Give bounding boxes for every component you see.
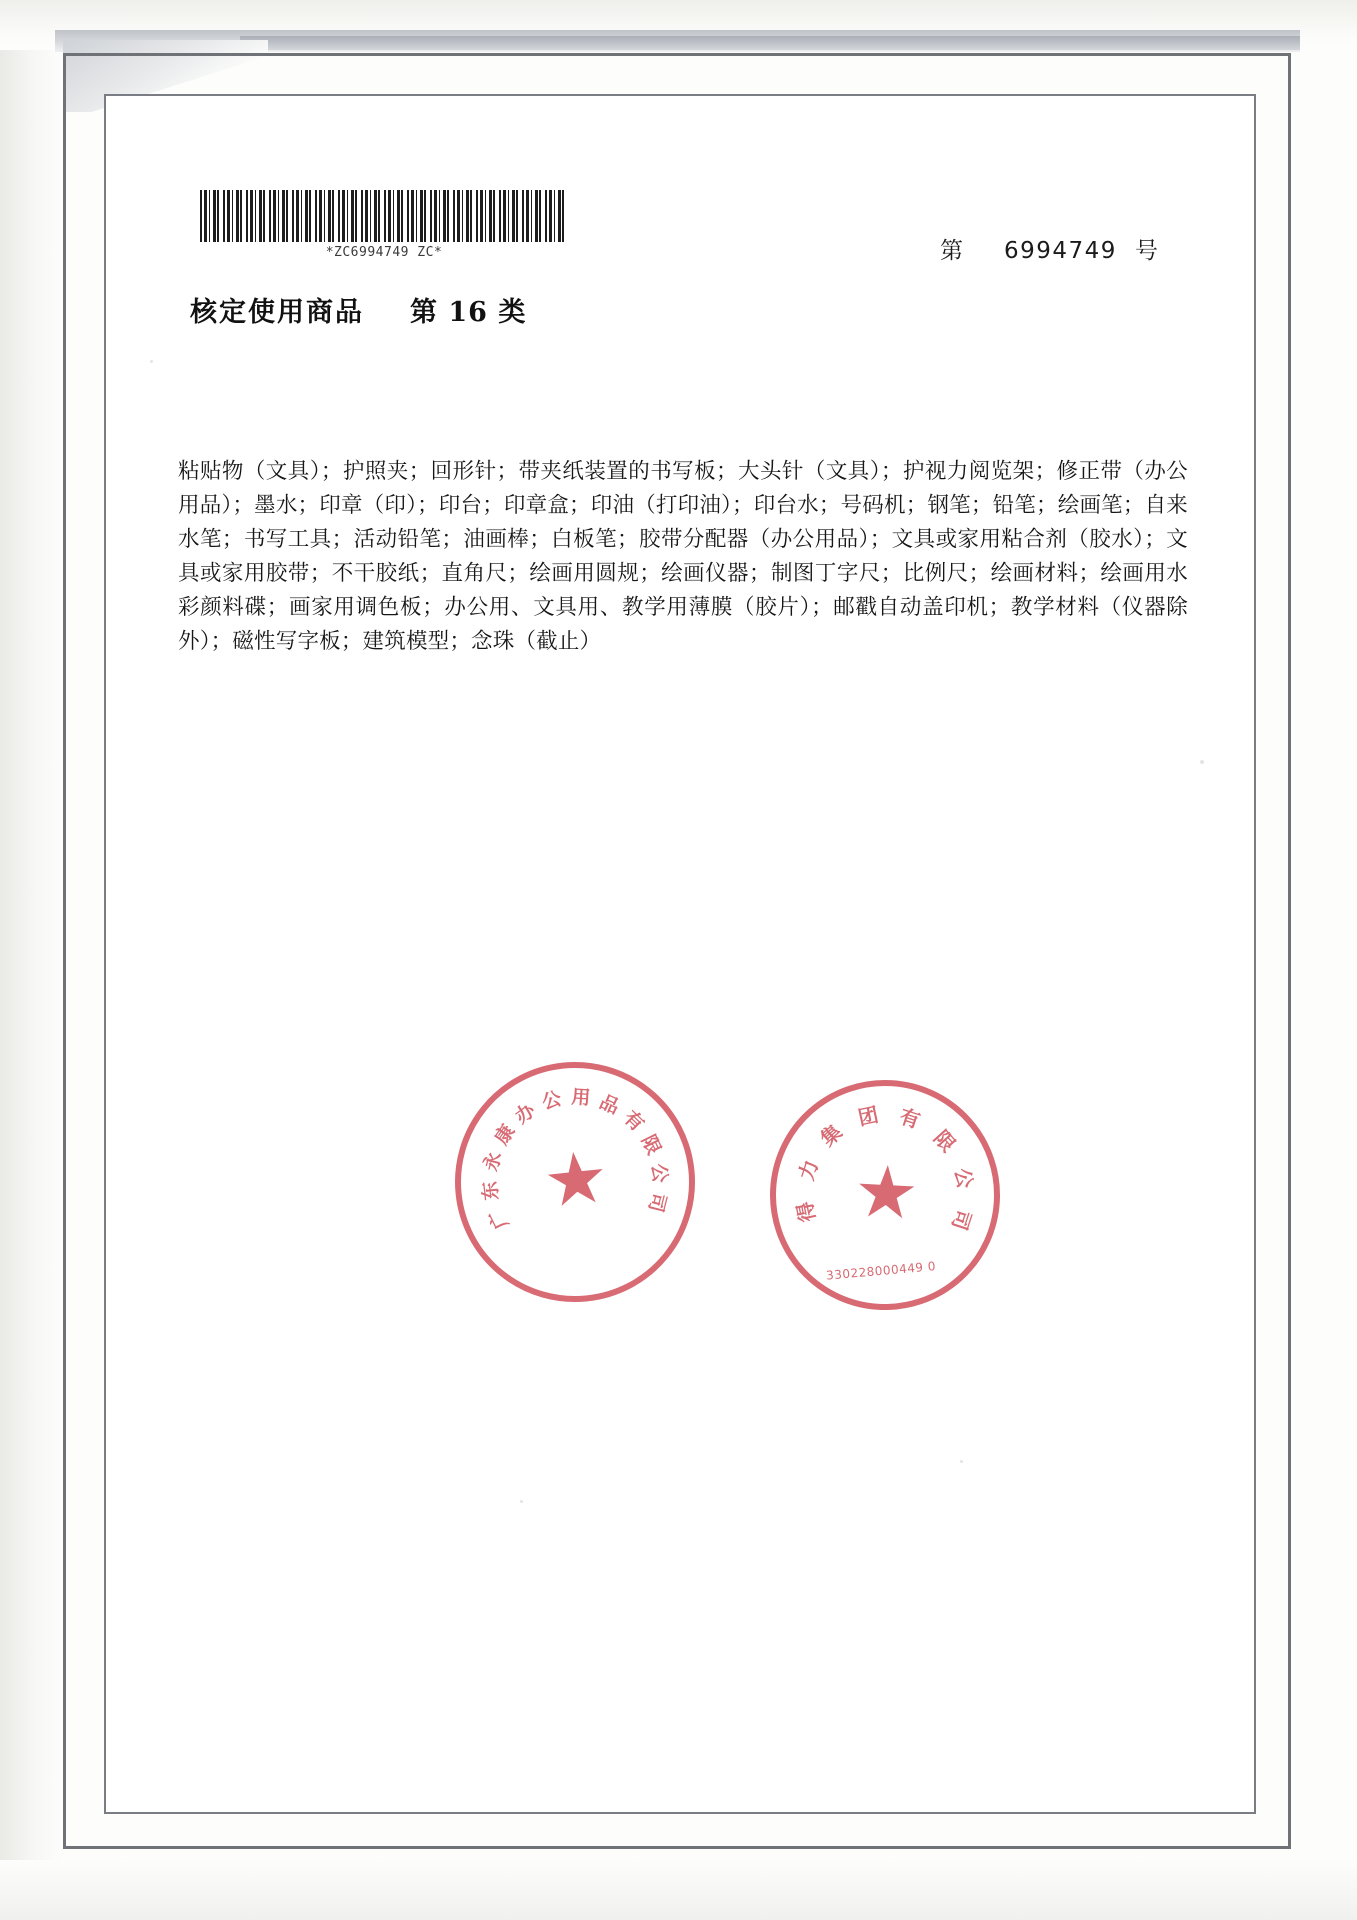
seal-right-ring-text: 得 力 集 团 有 限 公 司 xyxy=(792,1102,978,1234)
registration-number-line xyxy=(940,232,1159,265)
star-icon: ★ xyxy=(852,1148,921,1236)
barcode-icon xyxy=(200,190,568,242)
class-label: 第 16 类 xyxy=(410,297,527,328)
scanner-lid-band-dark xyxy=(240,36,1300,50)
seal-right xyxy=(764,1074,1006,1316)
registration-prefix-label: 第 xyxy=(940,238,964,264)
star-icon: ★ xyxy=(539,1133,613,1225)
seal-left-ring-text: 广 东 永 康 办 公 用 品 有 限 公 司 xyxy=(479,1086,671,1233)
scan-shadow-bottom xyxy=(0,1860,1357,1920)
seal-right-code: 330228000449 0 xyxy=(825,1259,937,1283)
scan-speck xyxy=(960,1460,963,1463)
barcode-value: *ZC6994749 ZC* xyxy=(325,245,443,260)
barcode-block xyxy=(200,190,570,260)
registration-suffix-label: 号 xyxy=(1134,238,1159,264)
scan-shadow-left xyxy=(0,0,62,1920)
page-title xyxy=(190,290,526,329)
scan-speck xyxy=(520,1500,523,1503)
registration-number: 6994749 xyxy=(1004,238,1117,264)
certificate-inner-border xyxy=(104,94,1256,1814)
scan-speck xyxy=(1200,760,1204,764)
seal-left xyxy=(443,1050,707,1314)
scan-speck xyxy=(150,360,153,363)
approved-goods-text: 粘贴物（文具）；护照夹；回形针；带夹纸装置的书写板；大头针（文具）；护视力阅览架；修正带（办公用品）；墨水；印章（印）；印台；印章盒；印油（打印油）；印台水；号码机；钢笔；铅笔；绘画笔；自来水笔；书写工具；活动铅笔；油画棒；白板笔；胶带分配器（办公用品）；文具或家用粘合剂（胶水）；文具或家用胶带；不干胶纸；直角尺；绘画用圆规；绘画仪器；制图丁字尺；比例尺；绘画材料；绘画用水彩颜料碟；画家用调色板；办公用、文具用、教学用薄膜（胶片）；邮戳自动盖印机；教学材料（仪器除外）；磁性写字板；建筑模型；念珠（截止） xyxy=(178,459,1188,654)
page-title-text: 核定使用商品 xyxy=(190,297,364,328)
